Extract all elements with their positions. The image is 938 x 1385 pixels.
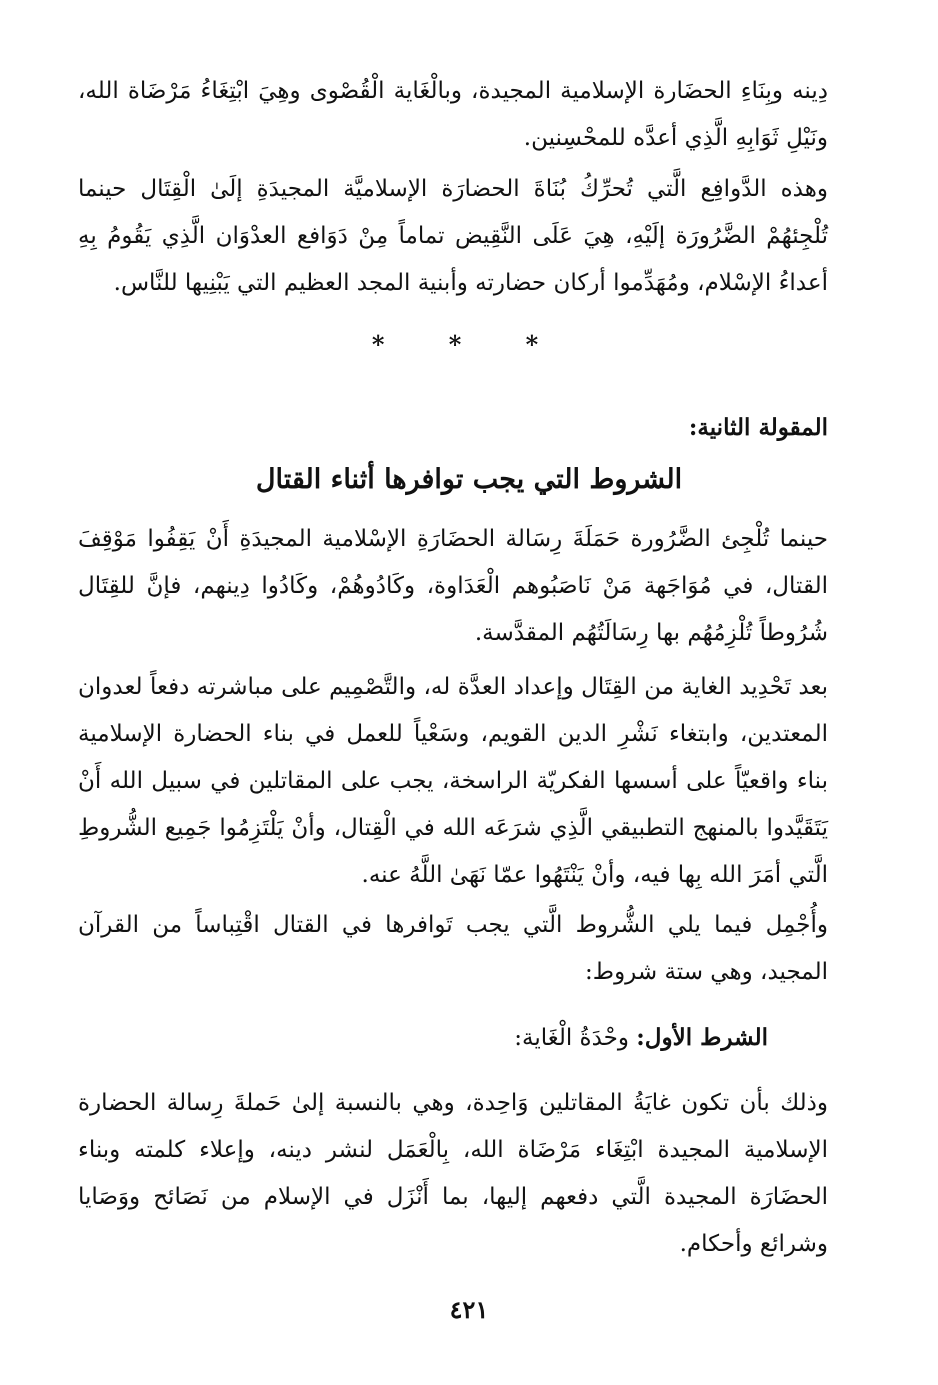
condition-label: الشرط الأول: xyxy=(636,1024,768,1051)
section-title: الشروط التي يجب توافرها أثناء القتال xyxy=(255,464,683,495)
condition-text: وحْدَةُ الْغَاية: xyxy=(514,1025,629,1051)
section-label: المقولة الثانية: xyxy=(688,414,828,441)
paragraph-2: وهذه الدَّوافِع الَّتي تُحرِّكُ بُنَاةَ الحضارَة الإسلاميَّة المجيدَةِ إلَىٰ الْقِتَال حينما تُلْجِئهُمْ الضَّرُورَة إلَيْهِ، هِيَ عَلَى النَّقِيض تماماً مِنْ دَوَافع العدْوَان الَّذِي يَقُومُ بِهِ أعداءُ الإسْلام، ومُهَدِّموا أركان حضارته وأبنية المجد العظيم التي يَبْنِيها للنَّاس. xyxy=(78,176,828,296)
section-separator: * * * xyxy=(371,330,567,359)
paragraph-6: وذلك بأن تكون غايَةُ المقاتلين وَاحِدة، وهي بالنسبة إلىٰ حَملةَ رِسالة الحضارة الإسلامية المجيدة ابْتِغَاء مَرْضَاة الله، بِالْعَمَل لنشر دينه، وإعلاء كلمته وبناء الحضَارَة المجيدة الَّتي دفعهم إليها، بما أَنْزَل في الإسلام من نَصَائح ووَصَايا وشرائع وأحكام. xyxy=(78,1090,828,1257)
paragraph-4: بعد تَحْدِيد الغاية من القِتَال وإعداد العدَّة له، والتَّصْمِيم على مباشرته دفعاً لعدوان المعتدين، وابتغاء نَشْرِ الدين القويم، وسَعْياً للعمل في بناء الحضارة الإسلامية بناء واقعيّاً على أسسها الفكريّة الراسخة، يجب على المقاتلين في سبيل الله أَنْ يَتَقَيَّدوا بالمنهج التطبيقي الَّذِي شرَعَه الله في الْقِتال، وأنْ يَلْتَزِمُوا جَمِيع الشُّروطِ الَّتي أمَرَ الله بِها فيه، وأنْ يَنْتَهُوا عمّا نَهَىٰ اللَّهُ عنه. xyxy=(78,674,828,888)
page-number: ٤٢١ xyxy=(449,1295,489,1324)
condition-heading xyxy=(514,1016,768,1060)
paragraph-3: حينما تُلْجِئ الضَّرُورة حَمَلَةَ رِسَالة الحضَارَةِ الإسْلامية المجيدَةِ أَنْ يَقِفُوا مَوْقِفَ القتال، في مُوَاجَهة مَنْ نَاصَبُوهم الْعَدَاوة، وكَادُوهُمْ، وكَادُوا دِينهم، فإنَّ للقِتَال شُرُوطاً تُلْزِمُهُم بها رِسَالَتُهُم المقدَّسة. xyxy=(78,526,828,646)
paragraph-1: دِينه وبِنَاءِ الحضَارة الإسلامية المجيدة، وبالْغَاية الْقُصْوى وهِيَ ابْتِغَاءُ مَرْضَاة الله، ونَيْلِ ثَوَابِهِ الَّذِي أعدَّه للمحْسِنين. xyxy=(78,78,828,151)
paragraph-5: وأُجْمِل فيما يلي الشُّروط الَّتي يجب تَوافرها في القتال اقْتِباساً من القرآن المجيد، وهي ستة شروط: xyxy=(78,912,828,985)
